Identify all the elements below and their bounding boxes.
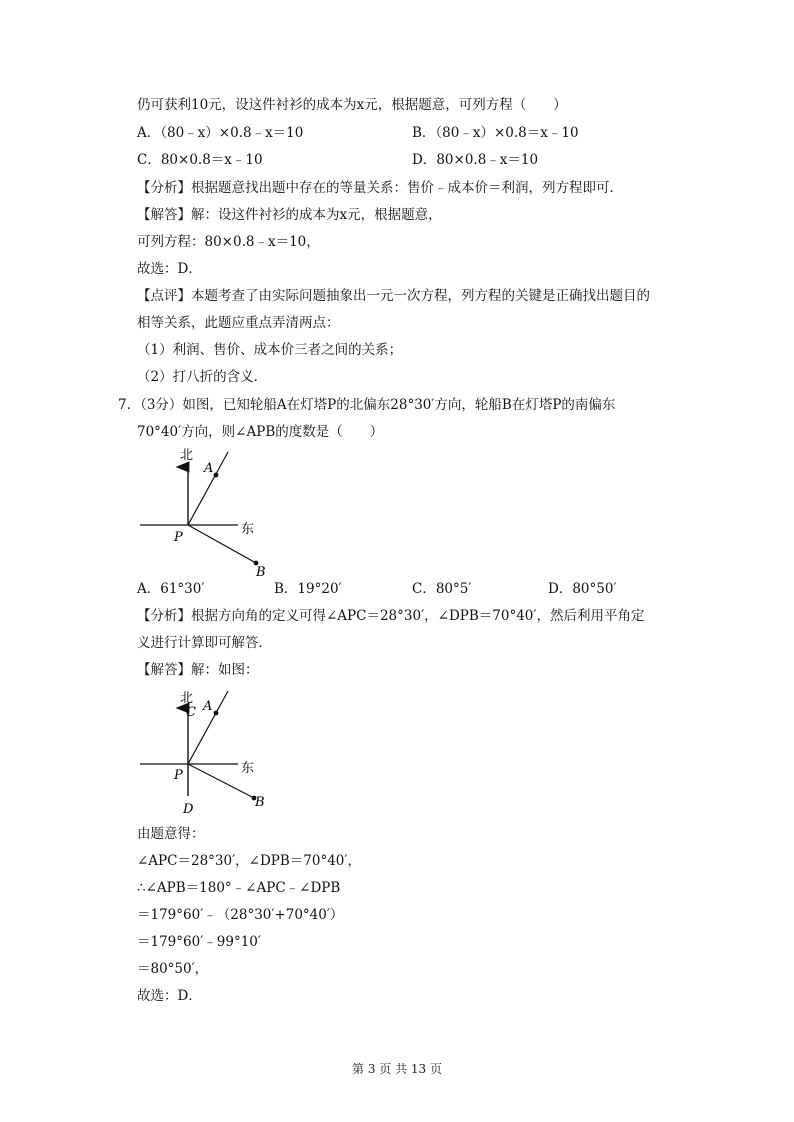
q7-option-d: D．80°50′ xyxy=(548,581,617,597)
q6-analysis: 【分析】根据题意找出题中存在的等量关系：售价﹣成本价＝利润，列方程即可． xyxy=(137,180,623,196)
q7-solution-figure xyxy=(130,686,280,818)
q7-option-b: B．19°20′ xyxy=(274,581,342,597)
q7-analysis-line-1: 【分析】根据方向角的定义可得∠APC＝28°30′，∠DPB＝70°40′，然后利用平角定 xyxy=(137,608,645,624)
label-p: P xyxy=(174,768,183,783)
north-label: 北 xyxy=(180,691,194,706)
north-label: 北 xyxy=(180,448,194,463)
page-footer: 第 3 页 共 13 页 xyxy=(352,1062,442,1076)
label-a: A xyxy=(203,699,213,714)
q7-option-a: A．61°30′ xyxy=(137,581,205,597)
east-label: 东 xyxy=(241,761,255,776)
q6-stem-continuation: 仍可获利10元，设这件衬衫的成本为x元，根据题意，可列方程（ ） xyxy=(137,97,567,113)
q7-step-3: ∴∠APB＝180°﹣∠APC﹣∠DPB xyxy=(137,880,341,896)
q6-option-c: C．80×0.8＝x﹣10 xyxy=(137,152,263,168)
q7-step-7: 故选：D． xyxy=(137,988,202,1004)
q7-step-6: ＝80°50′， xyxy=(137,961,209,977)
label-b: B xyxy=(255,795,265,810)
q6-solution-line-1: 【解答】解：设这件衬衫的成本为x元，根据题意， xyxy=(137,207,442,223)
label-p: P xyxy=(174,530,183,545)
q6-solution-line-2: 可列方程：80×0.8﹣x＝10， xyxy=(137,234,320,250)
label-d: D xyxy=(183,802,194,817)
label-a: A xyxy=(204,461,214,476)
q7-step-4: ＝179°60′﹣（28°30′+70°40′） xyxy=(137,907,344,923)
q7-step-5: ＝179°60′﹣99°10′ xyxy=(137,934,261,950)
q6-comment-line-2: 相等关系，此题应重点弄清两点： xyxy=(137,315,340,331)
q6-comment-line-4: （2）打八折的含义． xyxy=(137,369,268,385)
point-a xyxy=(214,473,219,478)
q6-option-b: B．（80﹣x）×0.8＝x﹣10 xyxy=(412,125,579,141)
q6-option-d: D．80×0.8﹣x＝10 xyxy=(412,152,539,168)
q6-solution-line-3: 故选：D． xyxy=(137,261,202,277)
q7-step-2: ∠APC＝28°30′，∠DPB＝70°40′， xyxy=(137,853,361,869)
point-a xyxy=(214,711,219,716)
east-label: 东 xyxy=(241,522,255,537)
q7-step-1: 由题意得： xyxy=(137,826,205,842)
q7-stem-line-2: 70°40′方向，则∠APB的度数是（ ） xyxy=(137,424,384,440)
q7-option-c: C．80°5′ xyxy=(412,581,472,597)
q6-comment-line-3: （1）利润、售价、成本价三者之间的关系； xyxy=(137,342,403,358)
q7-solution-intro: 【解答】解：如图： xyxy=(137,662,259,678)
q7-analysis-line-2: 义进行计算即可解答． xyxy=(137,635,272,651)
q6-comment-line-1: 【点评】本题考查了由实际问题抽象出一元一次方程，列方程的关键是正确找出题目的 xyxy=(137,288,650,304)
q6-option-a: A．（80﹣x）×0.8﹣x＝10 xyxy=(137,125,304,141)
label-c: C xyxy=(186,705,196,720)
q7-direction-figure xyxy=(130,445,280,580)
label-b: B xyxy=(256,565,266,580)
q7-stem-line-1: 7．（3分）如图，已知轮船A在灯塔P的北偏东28°30′方向，轮船B在灯塔P的南偏东 xyxy=(118,397,616,413)
